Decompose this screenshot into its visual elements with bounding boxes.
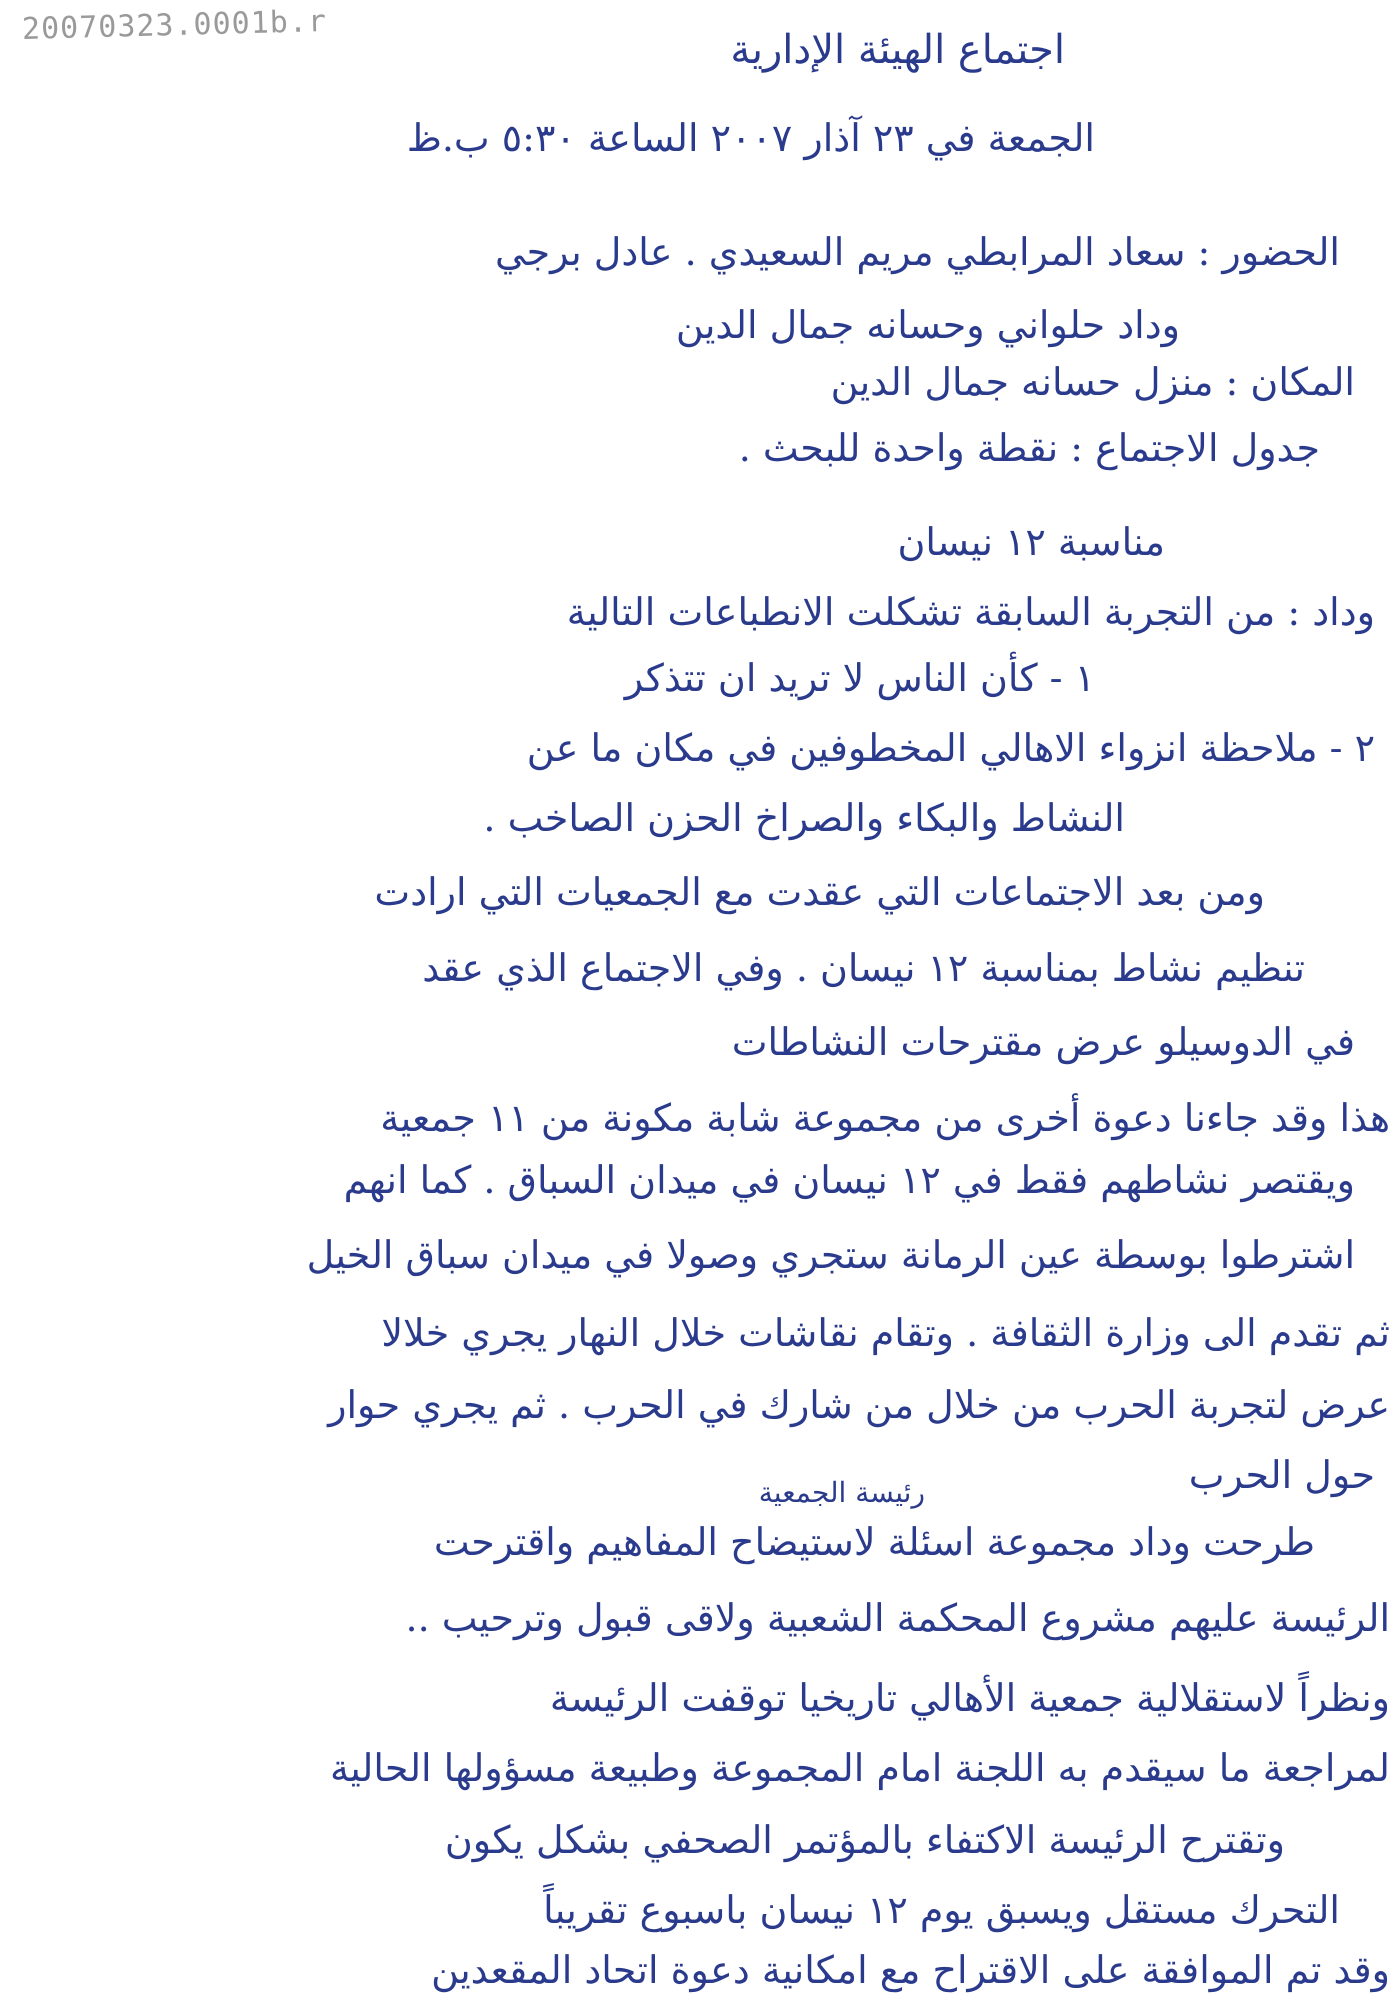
- body-line: في الدوسيلو عرض مقترحات النشاطات: [731, 1020, 1355, 1064]
- occasion-heading: مناسبة ١٢ نيسان: [897, 520, 1165, 564]
- document-title: اجتماع الهيئة الإدارية: [730, 27, 1065, 73]
- body-line: وقد تم الموافقة على الاقتراح مع امكانية دعوة اتحاد المقعدين: [431, 1948, 1390, 1992]
- body-line: ثم تقدم الى وزارة الثقافة . وتقام نقاشات خلال النهار يجري خلالا: [381, 1311, 1390, 1355]
- body-line: ١ - كأن الناس لا تريد ان تتذكر: [624, 656, 1095, 700]
- body-line: التحرك مستقل ويسبق يوم ١٢ نيسان باسبوع تقريباً: [543, 1888, 1340, 1932]
- body-line: الرئيسة عليهم مشروع المحكمة الشعبية ولاقى قبول وترحيب ..: [405, 1596, 1390, 1640]
- margin-note: رئيسة الجمعية: [758, 1476, 925, 1509]
- body-line: حول الحرب: [1188, 1453, 1375, 1497]
- body-line: طرحت وداد مجموعة اسئلة لاستيضاح المفاهيم واقترحت: [433, 1520, 1315, 1564]
- body-line: لمراجعة ما سيقدم به اللجنة امام المجموعة وطبيعة مسؤولها الحالية: [329, 1746, 1390, 1790]
- attendance-line-1: الحضور : سعاد المرابطي مريم السعيدي . عادل برجي: [494, 230, 1340, 274]
- meeting-place: المكان : منزل حسانه جمال الدين: [830, 360, 1355, 404]
- body-line: ومن بعد الاجتماعات التي عقدت مع الجمعيات التي ارادت: [374, 870, 1265, 914]
- body-line: ٢ - ملاحظة انزواء الاهالي المخطوفين في مكان ما عن: [526, 726, 1375, 770]
- body-line: تنظيم نشاط بمناسبة ١٢ نيسان . وفي الاجتماع الذي عقد: [422, 946, 1305, 990]
- body-line: اشترطوا بوسطة عين الرمانة ستجري وصولا في ميدان سباق الخيل: [306, 1233, 1355, 1277]
- date-line: الجمعة في ٢٣ آذار ٢٠٠٧ الساعة ٥:٣٠ ب.ظ: [406, 116, 1095, 160]
- body-line: ونظراً لاستقلالية جمعية الأهالي تاريخيا توقفت الرئيسة: [549, 1676, 1390, 1720]
- attendance-line-2: وداد حلواني وحسانه جمال الدين: [675, 303, 1180, 347]
- body-line: وداد : من التجربة السابقة تشكلت الانطباعات التالية: [566, 590, 1375, 634]
- body-line: وتقترح الرئيسة الاكتفاء بالمؤتمر الصحفي بشكل يكون: [444, 1818, 1285, 1862]
- body-line: هذا وقد جاءنا دعوة أخرى من مجموعة شابة مكونة من ١١ جمعية: [380, 1096, 1390, 1140]
- body-line: ويقتصر نشاطهم فقط في ١٢ نيسان في ميدان السباق . كما انهم: [343, 1158, 1355, 1202]
- meeting-agenda: جدول الاجتماع : نقطة واحدة للبحث .: [738, 426, 1320, 470]
- body-line: عرض لتجربة الحرب من خلال من شارك في الحرب . ثم يجري حوار: [328, 1383, 1390, 1427]
- body-line: النشاط والبكاء والصراخ الحزن الصاخب .: [483, 796, 1125, 840]
- file-identifier: 20070323.0001b.r: [21, 4, 328, 47]
